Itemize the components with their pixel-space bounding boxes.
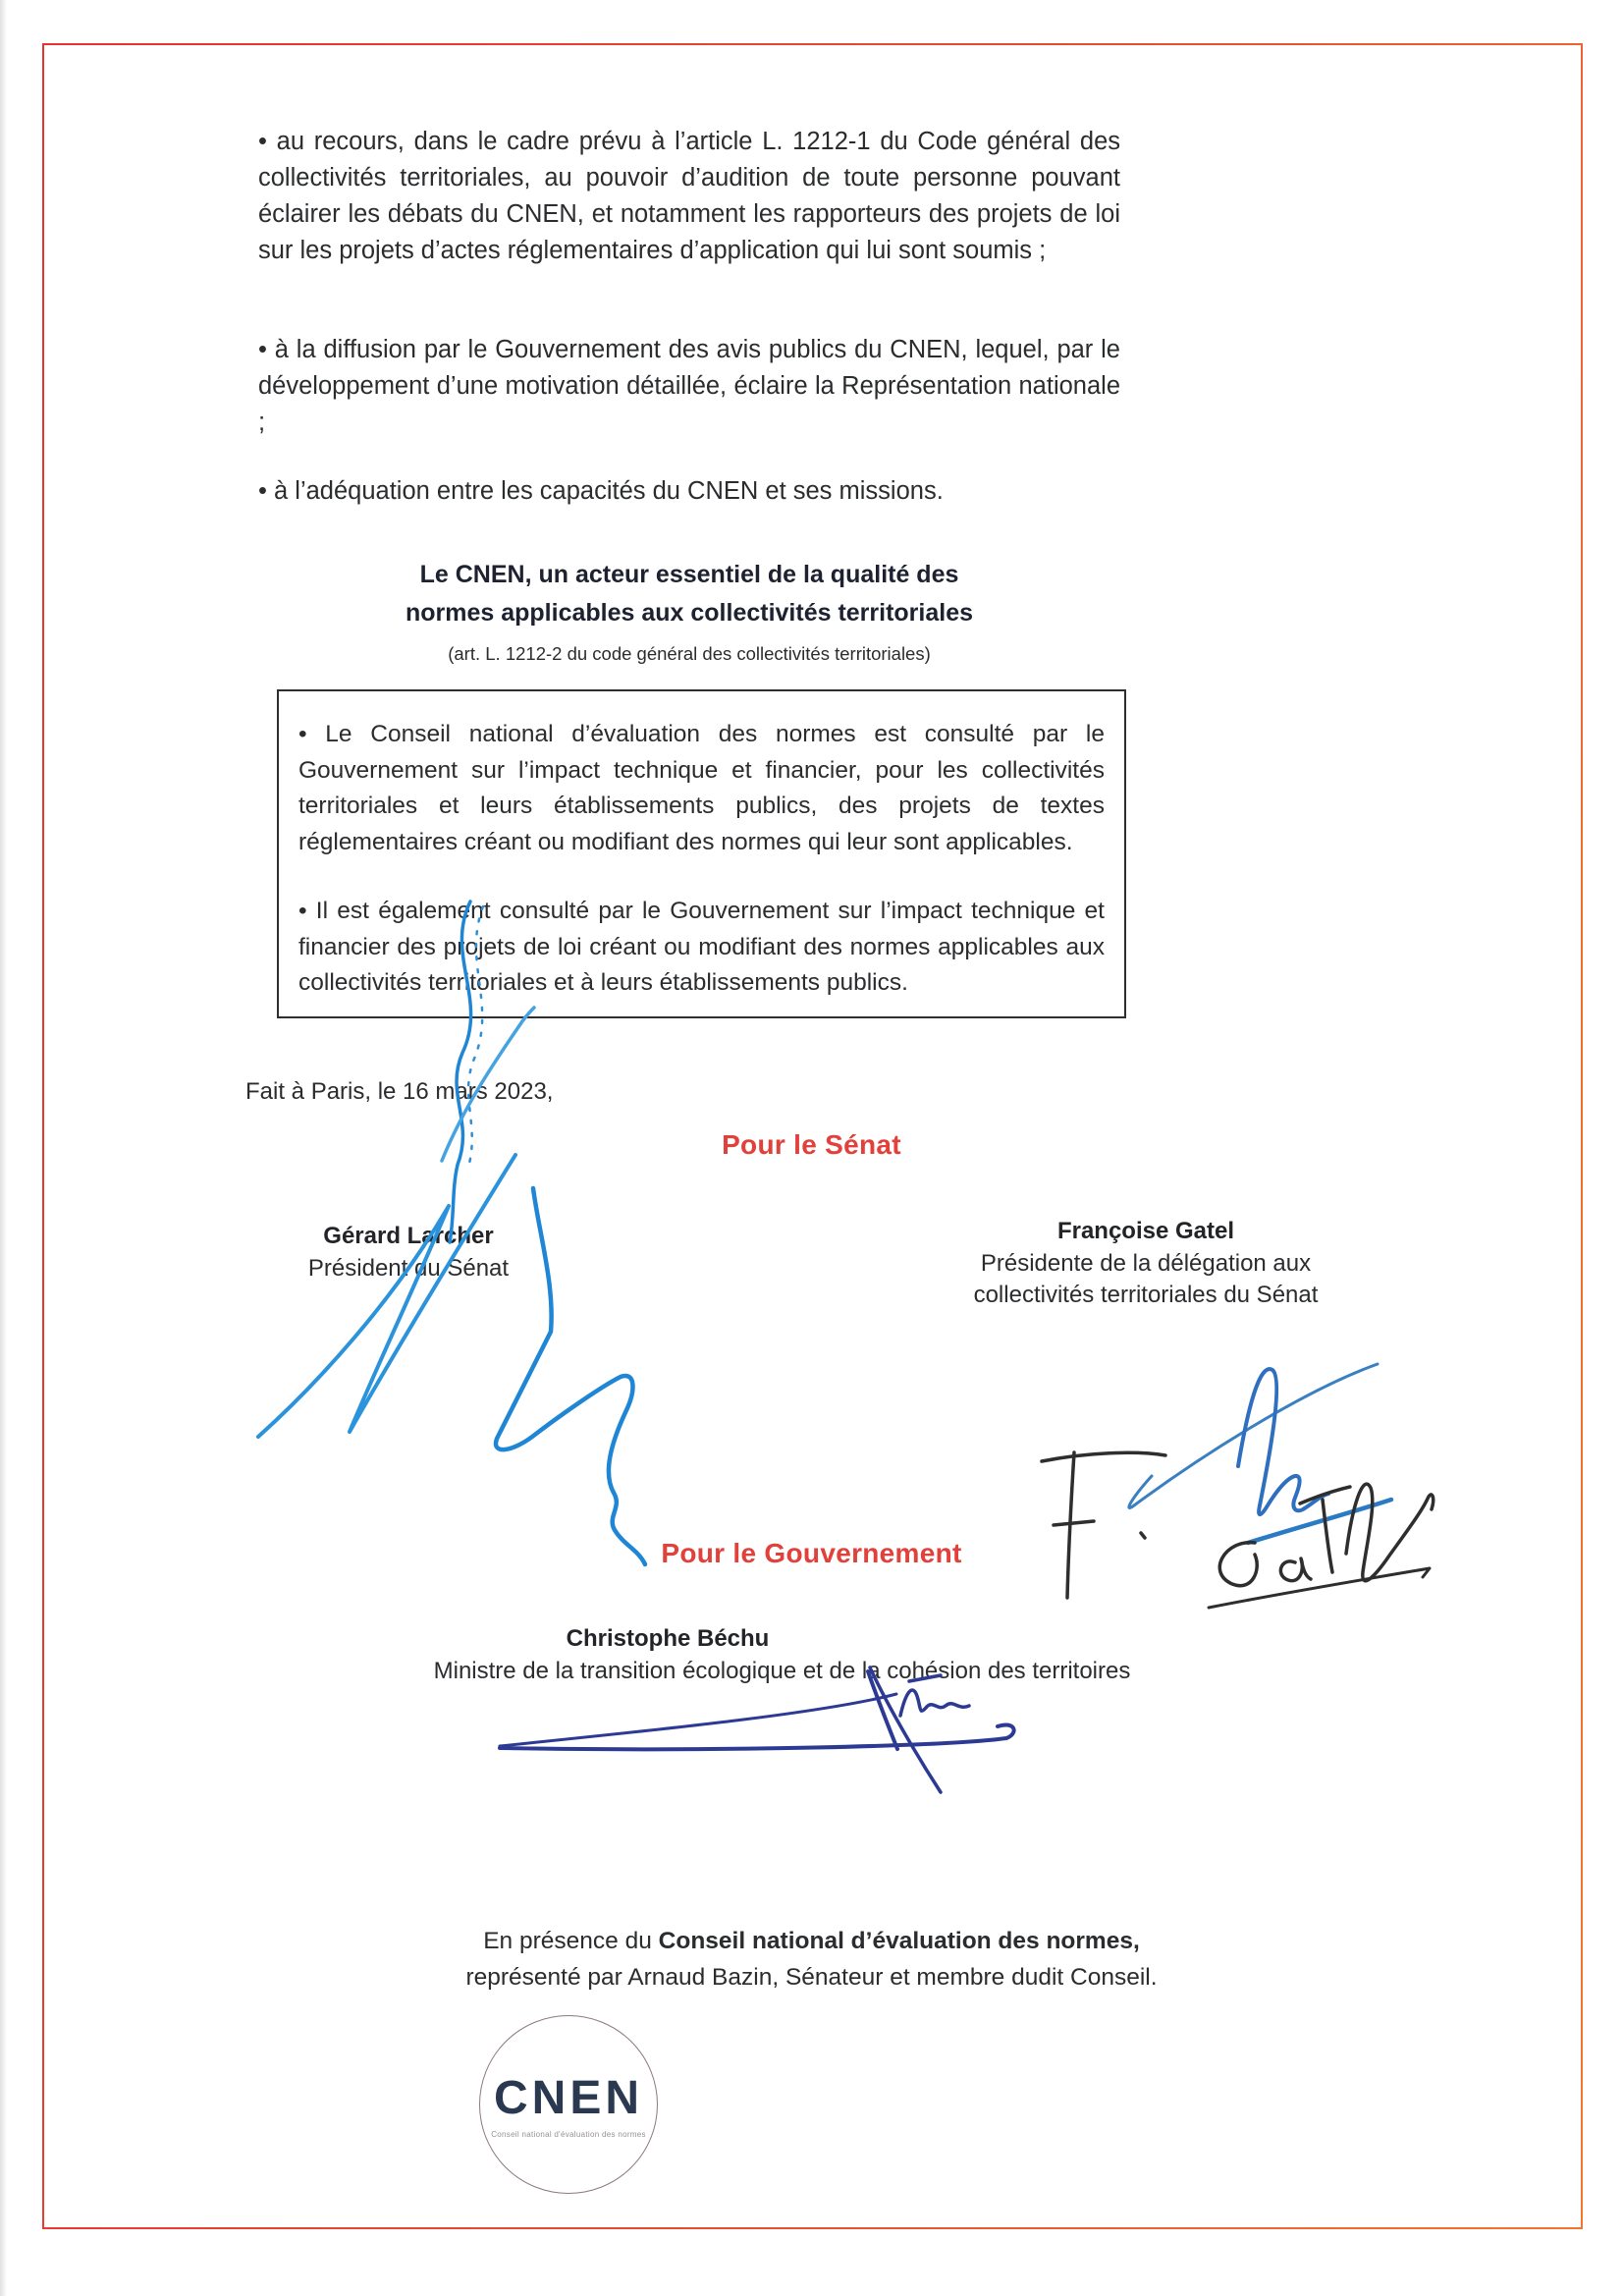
- gatel-title-line-1: Présidente de la délégation aux: [980, 1250, 1312, 1277]
- presence-paragraph: [0, 1923, 1623, 1995]
- presence-bold: Conseil national d’évaluation des normes,: [658, 1928, 1140, 1954]
- presence-line-2: représenté par Arnaud Bazin, Sénateur et membre dudit Conseil.: [465, 1964, 1158, 1991]
- box-bullet-2: • Il est également consulté par le Gouvernement sur l’impact technique et financier des projets de loi créant ou modifiant des normes applicables aux collectivités territoriales et à leurs établissements publics.: [298, 898, 1105, 996]
- cnen-logo: [479, 2015, 658, 2194]
- presence-line-1: [0, 1923, 1623, 1959]
- bechu-signature: [476, 1655, 1036, 1802]
- presence-prefix: En présence du: [483, 1928, 659, 1954]
- cnen-logo-acronym: CNEN: [493, 2071, 643, 2124]
- bechu-title: Ministre de la transition écologique et de la cohésion des territoires: [433, 1658, 1131, 1684]
- intro-bullet-3: • à l’adéquation entre les capacités du CNEN et ses missions.: [258, 477, 944, 505]
- heading-subtitle: (art. L. 1212-2 du code général des collectivités territoriales): [448, 643, 931, 664]
- senat-section-label: Pour le Sénat: [722, 1129, 901, 1160]
- larcher-signature: [167, 609, 687, 1581]
- gatel-name: Françoise Gatel: [1056, 1218, 1235, 1244]
- heading-line-2: normes applicables aux collectivités territoriales: [405, 599, 974, 627]
- date-line: Fait à Paris, le 16 mars 2023,: [245, 1078, 554, 1105]
- larcher-name: Gérard Larcher: [323, 1223, 494, 1249]
- box-bullet-1: • Le Conseil national d’évaluation des normes est consulté par le Gouvernement sur l’impact technique et financier, pour les collectivités territoriales et leurs établissements publics, des projets de textes réglementaires créant ou modifiant des normes qui leur sont applicables.: [298, 721, 1105, 855]
- gatel-title-line-2: collectivités territoriales du Sénat: [973, 1282, 1319, 1308]
- intro-bullet-2: • à la diffusion par le Gouvernement des avis publics du CNEN, lequel, par le développement d’une motivation détaillée, éclaire la Représentation nationale ;: [258, 336, 1120, 436]
- intro-bullet-1: • au recours, dans le cadre prévu à l’article L. 1212-1 du Code général des collectivités territoriales, au pouvoir d’audition de toute personne pouvant éclairer les débats du CNEN, et notamment les rapporteurs des projets de loi sur les projets d’actes réglementaires d’application qui lui sont soumis ;: [258, 128, 1120, 264]
- bechu-name: Christophe Béchu: [566, 1625, 770, 1652]
- gatel-signature: [997, 1350, 1458, 1645]
- gouvernement-section-label: Pour le Gouvernement: [661, 1538, 962, 1568]
- larcher-title: Président du Sénat: [307, 1255, 510, 1282]
- heading-line-1: Le CNEN, un acteur essentiel de la qualité des: [419, 561, 959, 588]
- gatel-signatory-block: [915, 1215, 1377, 1311]
- cnen-logo-tagline: Conseil national d'évaluation des normes: [491, 2129, 646, 2139]
